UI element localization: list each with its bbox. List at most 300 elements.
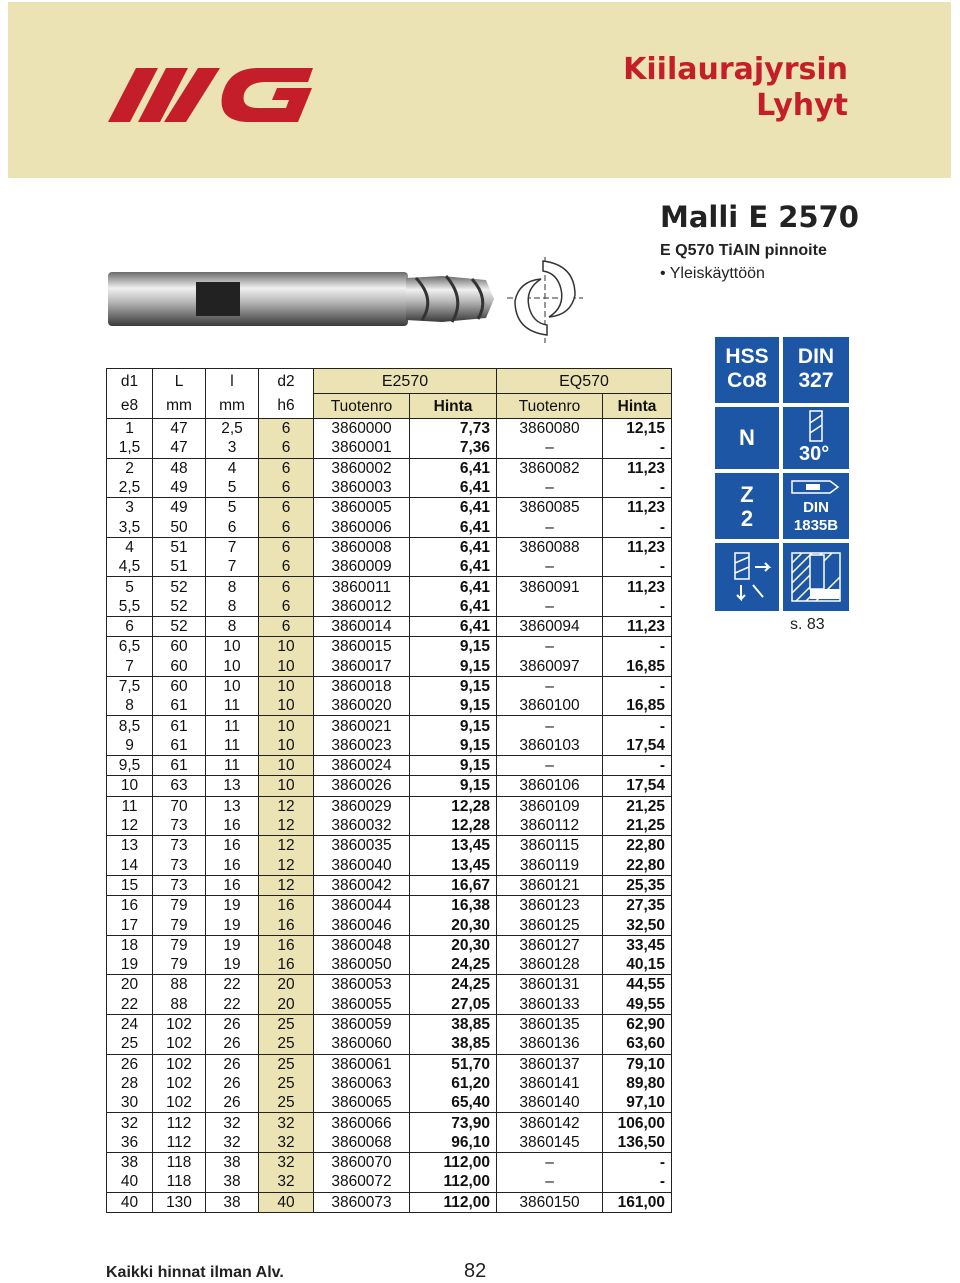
table-cell: 24,25 <box>410 955 497 975</box>
page-number: 82 <box>464 1260 487 1282</box>
table-cell: 3860040 <box>314 856 410 876</box>
header-tuotenro-1: Tuotenro <box>314 394 410 419</box>
table-cell: 97,10 <box>603 1093 672 1113</box>
table-row <box>107 1172 672 1192</box>
table-cell: 3860050 <box>314 955 410 975</box>
header-tuotenro-2: Tuotenro <box>497 394 603 419</box>
table-cell: 6,41 <box>410 478 497 498</box>
milling-direction-icon <box>719 549 775 605</box>
table-cell: 3860072 <box>314 1172 410 1192</box>
table-cell: 79,10 <box>603 1054 672 1074</box>
table-cell: 9,15 <box>410 716 497 736</box>
table-cell: 6 <box>259 478 314 498</box>
table-cell: 102 <box>153 1074 206 1093</box>
table-cell: 3860141 <box>497 1074 603 1093</box>
table-cell: 30 <box>107 1093 153 1113</box>
table-row <box>107 915 672 935</box>
table-cell: 1 <box>107 419 153 439</box>
table-cell: 25 <box>259 1054 314 1074</box>
page-reference: s. 83 <box>790 616 825 633</box>
table-cell: – <box>497 597 603 617</box>
table-cell: 16 <box>259 935 314 955</box>
table-cell: 3860082 <box>497 458 603 478</box>
table-cell: 3860014 <box>314 616 410 636</box>
table-cell: 8 <box>206 597 259 617</box>
table-cell: 32 <box>259 1152 314 1172</box>
table-cell: 19 <box>206 896 259 916</box>
table-cell: 3860003 <box>314 478 410 498</box>
table-cell: 6 <box>259 498 314 518</box>
table-cell: 5,5 <box>107 597 153 617</box>
table-row <box>107 517 672 537</box>
table-cell: 21,25 <box>603 796 672 816</box>
table-cell: 9,15 <box>410 756 497 776</box>
table-cell: 38 <box>206 1172 259 1192</box>
header-d2-bottom: h6 <box>277 396 295 414</box>
table-cell: 16 <box>206 816 259 836</box>
badge-din1835b <box>783 473 849 539</box>
table-cell: 102 <box>153 1093 206 1113</box>
table-cell: 16 <box>107 896 153 916</box>
table-cell: 11 <box>206 736 259 756</box>
table-cell: 3860125 <box>497 915 603 935</box>
table-cell: 3,5 <box>107 517 153 537</box>
table-row <box>107 676 672 696</box>
table-row <box>107 1014 672 1034</box>
table-cell: 20,30 <box>410 935 497 955</box>
table-cell: 48 <box>153 458 206 478</box>
table-cell: 61 <box>153 736 206 756</box>
table-cell: 7 <box>107 657 153 677</box>
table-cell: 2,5 <box>107 478 153 498</box>
table-cell: 8 <box>206 577 259 597</box>
table-cell: 3860029 <box>314 796 410 816</box>
table-cell: 20 <box>107 975 153 995</box>
table-cell: 10 <box>107 776 153 796</box>
table-cell: 3860008 <box>314 537 410 557</box>
table-cell: 3860121 <box>497 875 603 895</box>
table-cell: 16 <box>206 856 259 876</box>
table-cell: 11,23 <box>603 616 672 636</box>
table-cell: 22 <box>206 975 259 995</box>
table-cell: 3860119 <box>497 856 603 876</box>
badge-din: DIN <box>797 345 835 368</box>
table-cell: 102 <box>153 1014 206 1034</box>
table-cell: 16,38 <box>410 896 497 916</box>
table-cell: 3860021 <box>314 716 410 736</box>
table-row <box>107 875 672 895</box>
table-cell: 10 <box>259 696 314 716</box>
table-cell: 60 <box>153 637 206 657</box>
table-cell: 22 <box>206 995 259 1015</box>
table-cell: 25 <box>107 1034 153 1054</box>
table-cell: 12,28 <box>410 796 497 816</box>
table-cell: 3860011 <box>314 577 410 597</box>
table-cell: 61 <box>153 696 206 716</box>
badge-n: N <box>715 407 779 469</box>
table-cell: 3860063 <box>314 1074 410 1093</box>
table-cell: 10 <box>206 637 259 657</box>
table-cell: 112,00 <box>410 1152 497 1172</box>
table-cell: 118 <box>153 1152 206 1172</box>
table-cell: 3 <box>206 438 259 458</box>
table-cell: 51,70 <box>410 1054 497 1074</box>
table-cell: 26 <box>206 1074 259 1093</box>
table-cell: 12,28 <box>410 816 497 836</box>
table-row <box>107 716 672 736</box>
table-row <box>107 1093 672 1113</box>
end-mill-image <box>106 266 496 332</box>
table-row <box>107 1152 672 1172</box>
table-cell: 7,73 <box>410 419 497 439</box>
table-cell: 12 <box>259 796 314 816</box>
table-row <box>107 856 672 876</box>
table-cell: 49,55 <box>603 995 672 1015</box>
table-cell: 22,80 <box>603 856 672 876</box>
table-cell: 9,15 <box>410 676 497 696</box>
table-cell: 3860001 <box>314 438 410 458</box>
table-cell: 3860024 <box>314 756 410 776</box>
header-d1-top: d1 <box>120 372 139 390</box>
table-cell: 13,45 <box>410 856 497 876</box>
table-row <box>107 1054 672 1074</box>
table-cell: 11 <box>206 756 259 776</box>
table-cell: 3860060 <box>314 1034 410 1054</box>
table-cell: 3860059 <box>314 1014 410 1034</box>
table-cell: 1,5 <box>107 438 153 458</box>
table-cell: 26 <box>206 1054 259 1074</box>
table-row <box>107 736 672 756</box>
usage-text: • Yleiskäyttöön <box>660 265 765 282</box>
table-cell: 17,54 <box>603 776 672 796</box>
table-cell: 18 <box>107 935 153 955</box>
table-cell: 3860005 <box>314 498 410 518</box>
table-cell: 3860061 <box>314 1054 410 1074</box>
title-line-1: Kiilaurajyrsin <box>623 52 848 87</box>
table-cell: 136,50 <box>603 1133 672 1153</box>
table-cell: 6 <box>259 517 314 537</box>
table-row <box>107 637 672 657</box>
table-cell: 51 <box>153 557 206 577</box>
table-cell: 3860091 <box>497 577 603 597</box>
table-cell: 20 <box>259 975 314 995</box>
table-cell: 6 <box>259 577 314 597</box>
shank-icon <box>790 477 842 497</box>
table-cell: - <box>603 1172 672 1192</box>
table-cell: 63 <box>153 776 206 796</box>
table-cell: 38,85 <box>410 1014 497 1034</box>
table-cell: 5 <box>206 478 259 498</box>
table-cell: 25,35 <box>603 875 672 895</box>
table-row <box>107 1034 672 1054</box>
table-cell: 36 <box>107 1133 153 1153</box>
table-cell: 3860128 <box>497 955 603 975</box>
table-cell: 12 <box>259 816 314 836</box>
table-row <box>107 975 672 995</box>
table-cell: 3860065 <box>314 1093 410 1113</box>
table-cell: - <box>603 716 672 736</box>
table-row <box>107 955 672 975</box>
table-cell: 3860009 <box>314 557 410 577</box>
table-cell: 3860094 <box>497 616 603 636</box>
table-cell: 118 <box>153 1172 206 1192</box>
badge-angle: 30° <box>799 443 830 465</box>
table-cell: 26 <box>206 1034 259 1054</box>
table-cell: 106,00 <box>603 1113 672 1133</box>
table-cell: 26 <box>206 1014 259 1034</box>
badge-din-327: 327 <box>798 369 834 392</box>
table-cell: 6,5 <box>107 637 153 657</box>
table-cell: 3860070 <box>314 1152 410 1172</box>
table-cell: 6,41 <box>410 616 497 636</box>
table-cell: - <box>603 557 672 577</box>
table-cell: 25 <box>259 1074 314 1093</box>
table-cell: 11 <box>206 716 259 736</box>
table-cell: 161,00 <box>603 1192 672 1212</box>
table-cell: 10 <box>206 676 259 696</box>
table-cell: 10 <box>259 776 314 796</box>
table-row <box>107 1133 672 1153</box>
table-cell: 3860103 <box>497 736 603 756</box>
table-cell: 38,85 <box>410 1034 497 1054</box>
table-cell: 3860015 <box>314 637 410 657</box>
table-cell: 16 <box>259 896 314 916</box>
table-cell: 49 <box>153 478 206 498</box>
table-row <box>107 816 672 836</box>
table-cell: 6 <box>259 419 314 439</box>
table-cell: 3860133 <box>497 995 603 1015</box>
table-cell: 61 <box>153 716 206 736</box>
header-hinta-2: Hinta <box>603 394 672 419</box>
table-row <box>107 419 672 439</box>
table-cell: 27,35 <box>603 896 672 916</box>
table-row <box>107 438 672 458</box>
table-cell: 73,90 <box>410 1113 497 1133</box>
table-cell: - <box>603 517 672 537</box>
table-cell: 112,00 <box>410 1172 497 1192</box>
table-cell: 102 <box>153 1034 206 1054</box>
table-cell: 38 <box>206 1152 259 1172</box>
header-hinta-1: Hinta <box>410 394 497 419</box>
table-cell: 11,23 <box>603 498 672 518</box>
table-cell: 11 <box>107 796 153 816</box>
table-cell: - <box>603 478 672 498</box>
table-cell: 3860100 <box>497 696 603 716</box>
table-cell: 47 <box>153 438 206 458</box>
table-cell: 3860137 <box>497 1054 603 1074</box>
table-cell: 3860109 <box>497 796 603 816</box>
header-d1-bottom: e8 <box>120 396 139 414</box>
table-cell: 3860127 <box>497 935 603 955</box>
table-cell: 25 <box>259 1014 314 1034</box>
header-d2 <box>259 369 314 419</box>
table-cell: 6 <box>259 458 314 478</box>
table-cell: 3860131 <box>497 975 603 995</box>
table-cell: 44,55 <box>603 975 672 995</box>
table-cell: 12 <box>259 856 314 876</box>
header-group-e2570: E2570 <box>314 369 497 394</box>
table-cell: 6 <box>107 616 153 636</box>
table-cell: – <box>497 637 603 657</box>
header-group-eq570: EQ570 <box>497 369 672 394</box>
table-cell: 3860042 <box>314 875 410 895</box>
table-cell: – <box>497 557 603 577</box>
badge-hss: HSS <box>725 345 769 368</box>
table-cell: 73 <box>153 856 206 876</box>
badge-din2-num: 1835B <box>793 517 839 534</box>
table-cell: 6 <box>259 616 314 636</box>
table-cell: 19 <box>206 955 259 975</box>
table-cell: 6,41 <box>410 597 497 617</box>
table-cell: 12 <box>259 836 314 856</box>
table-cell: – <box>497 676 603 696</box>
table-cell: – <box>497 1172 603 1192</box>
badge-din327 <box>783 337 849 403</box>
table-cell: 16 <box>259 915 314 935</box>
table-cell: 27,05 <box>410 995 497 1015</box>
table-cell: 22,80 <box>603 836 672 856</box>
table-cell: 17,54 <box>603 736 672 756</box>
table-cell: 3860035 <box>314 836 410 856</box>
table-cell: 12 <box>259 875 314 895</box>
table-cell: – <box>497 1152 603 1172</box>
table-cell: - <box>603 597 672 617</box>
table-cell: 3860112 <box>497 816 603 836</box>
table-cell: – <box>497 756 603 776</box>
table-cell: 12 <box>107 816 153 836</box>
coating-text: E Q570 TiAIN pinnoite <box>660 242 827 259</box>
table-cell: - <box>603 676 672 696</box>
table-cell: 28 <box>107 1074 153 1093</box>
table-cell: 3860085 <box>497 498 603 518</box>
table-cell: 11,23 <box>603 577 672 597</box>
table-cell: 3860068 <box>314 1133 410 1153</box>
table-cell: 9,15 <box>410 776 497 796</box>
table-cell: 3860055 <box>314 995 410 1015</box>
table-cell: 11 <box>206 696 259 716</box>
table-row <box>107 498 672 518</box>
table-cell: 40 <box>259 1192 314 1212</box>
header-l-top: l <box>230 372 234 390</box>
table-cell: 38 <box>107 1152 153 1172</box>
table-cell: 60 <box>153 657 206 677</box>
table-row <box>107 616 672 636</box>
table-cell: 3860023 <box>314 736 410 756</box>
badge-helix <box>783 407 849 469</box>
table-row <box>107 577 672 597</box>
table-cell: 9 <box>107 736 153 756</box>
table-cell: 32 <box>206 1133 259 1153</box>
table-cell: - <box>603 756 672 776</box>
table-cell: 79 <box>153 935 206 955</box>
table-cell: 22 <box>107 995 153 1015</box>
table-cell: 3860000 <box>314 419 410 439</box>
table-cell: 15 <box>107 875 153 895</box>
table-cell: 3860002 <box>314 458 410 478</box>
table-cell: 6,41 <box>410 537 497 557</box>
table-cell: 11,23 <box>603 458 672 478</box>
table-cell: 16 <box>206 836 259 856</box>
table-cell: 6,41 <box>410 517 497 537</box>
table-cell: 11,23 <box>603 537 672 557</box>
title-line-2: Lyhyt <box>756 88 848 123</box>
table-cell: 13 <box>206 776 259 796</box>
table-cell: 3860044 <box>314 896 410 916</box>
table-cell: 3860026 <box>314 776 410 796</box>
table-cell: 3860136 <box>497 1034 603 1054</box>
table-row <box>107 1113 672 1133</box>
table-cell: 20 <box>259 995 314 1015</box>
table-cell: 6 <box>259 557 314 577</box>
table-row <box>107 796 672 816</box>
cross-section-image <box>505 255 585 345</box>
table-cell: 10 <box>259 657 314 677</box>
table-cell: 79 <box>153 915 206 935</box>
table-cell: 6 <box>259 597 314 617</box>
table-cell: 9,15 <box>410 736 497 756</box>
table-cell: 73 <box>153 836 206 856</box>
table-cell: 3860106 <box>497 776 603 796</box>
table-cell: 6,41 <box>410 498 497 518</box>
table-cell: 79 <box>153 896 206 916</box>
table-cell: 88 <box>153 975 206 995</box>
table-cell: 21,25 <box>603 816 672 836</box>
table-cell: 3860142 <box>497 1113 603 1133</box>
table-cell: 3860066 <box>314 1113 410 1133</box>
table-cell: 13 <box>206 796 259 816</box>
table-row <box>107 657 672 677</box>
table-cell: 4,5 <box>107 557 153 577</box>
table-cell: 3860080 <box>497 419 603 439</box>
table-cell: 88 <box>153 995 206 1015</box>
table-cell: 130 <box>153 1192 206 1212</box>
badge-z: Z <box>740 482 754 507</box>
table-cell: 8 <box>107 696 153 716</box>
table-cell: 9,5 <box>107 756 153 776</box>
table-cell: 7 <box>206 537 259 557</box>
table-cell: 25 <box>259 1093 314 1113</box>
footer-note: Kaikki hinnat ilman Alv. <box>106 1264 284 1281</box>
table-cell: 5 <box>107 577 153 597</box>
table-cell: 65,40 <box>410 1093 497 1113</box>
table-cell: 16,67 <box>410 875 497 895</box>
table-cell: – <box>497 716 603 736</box>
table-cell: 61 <box>153 756 206 776</box>
table-cell: 17 <box>107 915 153 935</box>
table-cell: 3860097 <box>497 657 603 677</box>
table-row <box>107 557 672 577</box>
table-cell: 49 <box>153 498 206 518</box>
badge-z2 <box>715 473 779 539</box>
table-cell: 73 <box>153 816 206 836</box>
table-row <box>107 597 672 617</box>
table-cell: 52 <box>153 616 206 636</box>
table-cell: 50 <box>153 517 206 537</box>
table-cell: 112,00 <box>410 1192 497 1212</box>
table-row <box>107 756 672 776</box>
table-cell: 20,30 <box>410 915 497 935</box>
table-cell: 8,5 <box>107 716 153 736</box>
table-cell: 3860150 <box>497 1192 603 1212</box>
spec-table <box>106 368 672 1213</box>
table-cell: 96,10 <box>410 1133 497 1153</box>
table-cell: 16,85 <box>603 657 672 677</box>
table-row <box>107 478 672 498</box>
table-cell: 3860032 <box>314 816 410 836</box>
table-cell: 112 <box>153 1133 206 1153</box>
badge-z-num: 2 <box>740 506 754 531</box>
badge-co8: Co8 <box>727 369 767 392</box>
